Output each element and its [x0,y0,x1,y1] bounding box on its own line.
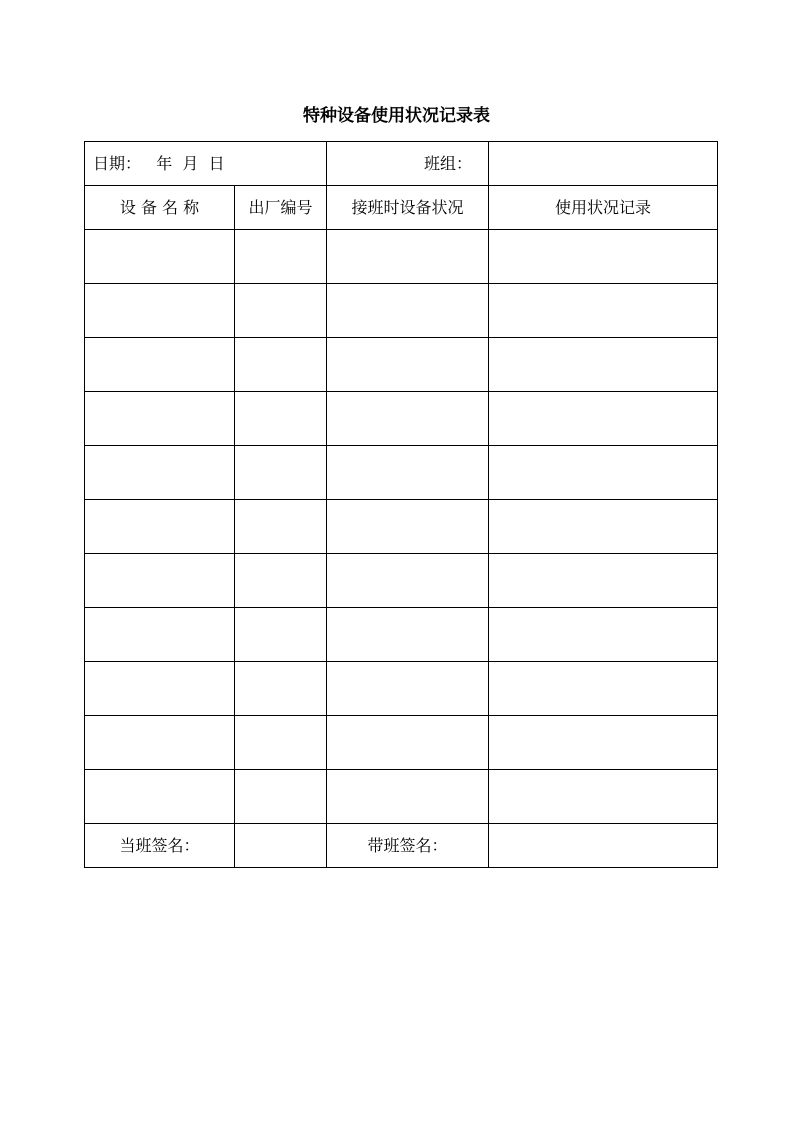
lead-sign-field[interactable] [489,824,718,868]
handover-status-cell[interactable] [327,230,489,284]
equipment-name-cell[interactable] [85,554,235,608]
column-header-usage-record: 使用状况记录 [489,186,718,230]
equipment-name-cell[interactable] [85,500,235,554]
handover-status-cell[interactable] [327,662,489,716]
handover-status-cell[interactable] [327,338,489,392]
serial-number-cell[interactable] [235,770,327,824]
table-row [85,500,718,554]
usage-record-cell[interactable] [489,662,718,716]
table-row [85,284,718,338]
equipment-name-cell[interactable] [85,716,235,770]
column-header-handover-status: 接班时设备状况 [327,186,489,230]
usage-record-cell[interactable] [489,716,718,770]
handover-status-cell[interactable] [327,284,489,338]
usage-record-cell[interactable] [489,392,718,446]
usage-record-cell[interactable] [489,284,718,338]
usage-record-cell[interactable] [489,608,718,662]
serial-number-cell[interactable] [235,392,327,446]
handover-status-cell[interactable] [327,554,489,608]
serial-number-cell[interactable] [235,284,327,338]
serial-number-cell[interactable] [235,446,327,500]
column-header-serial-number: 出厂编号 [235,186,327,230]
date-label: 日期： 年 月 日 [93,153,225,173]
equipment-name-cell[interactable] [85,662,235,716]
on-duty-sign-field[interactable] [235,824,327,868]
team-label-cell [327,142,489,186]
serial-number-cell[interactable] [235,338,327,392]
serial-number-cell[interactable] [235,608,327,662]
handover-status-cell[interactable] [327,608,489,662]
serial-number-cell[interactable] [235,716,327,770]
signature-row [85,824,718,868]
handover-status-cell[interactable] [327,500,489,554]
table-row [85,662,718,716]
page-title: 特种设备使用状况记录表 [303,106,490,126]
usage-record-cell[interactable] [489,338,718,392]
equipment-name-cell[interactable] [85,338,235,392]
lead-sign-label-cell [327,824,489,868]
usage-record-cell[interactable] [489,554,718,608]
team-field[interactable] [489,142,718,186]
on-duty-sign-label-cell [85,824,235,868]
equipment-name-cell[interactable] [85,770,235,824]
serial-number-cell[interactable] [235,230,327,284]
table-row [85,338,718,392]
equipment-name-cell[interactable] [85,446,235,500]
equipment-record-table [84,141,718,868]
equipment-name-cell[interactable] [85,284,235,338]
serial-number-cell[interactable] [235,554,327,608]
equipment-name-cell[interactable] [85,230,235,284]
handover-status-cell[interactable] [327,392,489,446]
team-label: 班组： [424,153,473,173]
column-header-equipment-name: 设 备 名 称 [85,186,235,230]
table-row [85,554,718,608]
handover-status-cell[interactable] [327,446,489,500]
table-row [85,446,718,500]
table-row [85,392,718,446]
usage-record-cell[interactable] [489,230,718,284]
date-team-row [85,142,718,186]
usage-record-cell[interactable] [489,500,718,554]
equipment-name-cell[interactable] [85,608,235,662]
equipment-name-cell[interactable] [85,392,235,446]
lead-sign-label: 带班签名： [367,835,448,855]
serial-number-cell[interactable] [235,662,327,716]
table-row [85,608,718,662]
table-row [85,230,718,284]
table-row [85,716,718,770]
table-row [85,770,718,824]
handover-status-cell[interactable] [327,770,489,824]
on-duty-sign-label: 当班签名： [119,835,200,855]
handover-status-cell[interactable] [327,716,489,770]
column-header-row [85,186,718,230]
usage-record-cell[interactable] [489,446,718,500]
date-field[interactable] [85,142,327,186]
usage-record-cell[interactable] [489,770,718,824]
serial-number-cell[interactable] [235,500,327,554]
